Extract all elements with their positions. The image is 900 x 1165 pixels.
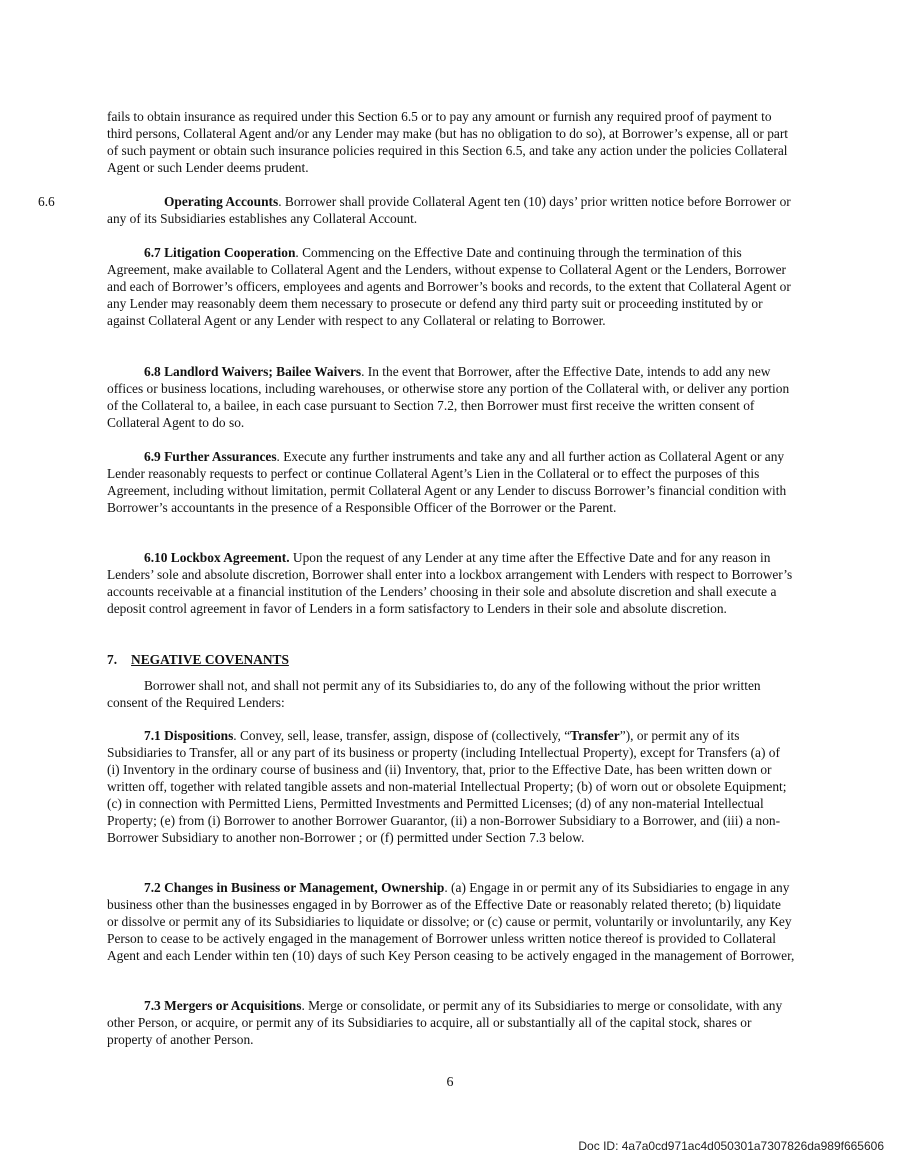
section-6-10-text: Upon the request of any Lender at any time after the Effective Date and for any reason in Lenders’ sole and absolute discretion, Borrower shall enter into a lockbox arrangement with Lenders with respect to Borrower’s accounts receivable at a financial institution of the Lenders’ choosing in their sole and absolute discretion and shall execute a deposit control agreement in favor of Lenders in a form satisfactory to Lenders in their sole and absolute discretion. xyxy=(107,550,793,616)
intro-paragraph: fails to obtain insurance as required under this Section 6.5 or to pay any amount or furnish any required proof of payment to third persons, Collateral Agent and/or any Lender may make (but has no obligation to do so), at Borrower’s expense, all or part of such payment or obtain such insurance policies required in this Section 6.5, and take any action under the policies Collateral Agent or such Lender deems prudent. xyxy=(107,109,789,175)
section-7-number: 7. xyxy=(107,652,118,667)
section-7-intro: Borrower shall not, and shall not permit any of its Subsidiaries to, do any of the following without the prior written consent of the Required Lenders: xyxy=(107,678,761,710)
section-6-10 xyxy=(107,549,795,617)
section-7-1-text-b: ”), or permit any of its Subsidiaries to Transfer, all or any part of its business or property (including Intellectual Property), except for Transfers (a) of (i) Inventory in the ordinary course of business and (ii) Inventory, that, prior to the Effective Date, has been written down or written off, together with related tangible assets and non-material Intellectual Property; (b) of worn out or obsolete Equipment; (c) in connection with Permitted Liens, Permitted Investments and Permitted Licenses; (d) of any non-material Intellectual Property; (e) from (i) Borrower to another Borrower Guarantor, (ii) a non-Borrower Subsidiary to a Borrower, and (iii) a non-Borrower Subsidiary to another non-Borrower ; or (f) permitted under Section 7.3 below. xyxy=(107,728,787,845)
section-6-8 xyxy=(107,363,795,431)
section-6-8-text: . In the event that Borrower, after the Effective Date, intends to add any new offices or business locations, including warehouses, or otherwise store any portion of the Collateral with, or deliver any portion of the Collateral to, a bailee, in each case pursuant to Section 7.2, then Borrower must first receive the written consent of Collateral Agent to do so. xyxy=(107,364,790,430)
section-6-7 xyxy=(107,244,795,329)
section-7-3-text: . Merge or consolidate, or permit any of its Subsidiaries to merge or consolidate, with any other Person, or acquire, or permit any of its Subsidiaries to acquire, all or substantially all of the capital stock, shares or property of another Person. xyxy=(107,998,783,1047)
section-7-3 xyxy=(107,997,795,1048)
section-6-6-title: Operating Accounts xyxy=(164,194,279,209)
section-7-3-title: 7.3 Mergers or Acquisitions xyxy=(144,998,302,1013)
section-7-heading xyxy=(107,651,289,668)
doc-id: Doc ID: 4a7a0cd971ac4d050301a7307826da989f665606 xyxy=(578,1139,884,1153)
section-6-9 xyxy=(107,448,795,516)
section-6-10-title: 6.10 Lockbox Agreement. xyxy=(144,550,290,565)
section-6-7-title: 6.7 Litigation Cooperation xyxy=(144,245,296,260)
section-6-6-number: 6.6 xyxy=(38,194,55,209)
section-7-1-text-a: . Convey, sell, lease, transfer, assign, dispose of (collectively, “ xyxy=(233,728,571,743)
section-6-9-text: . Execute any further instruments and take any and all further action as Collateral Agent or any Lender reasonably requests to perfect or continue Collateral Agent’s Lien in the Collateral or to effect the purposes of this Agreement, including without limitation, permit Collateral Agent or any Lender to discuss Borrower’s financial condition with Borrower’s accountants in the presence of a Responsible Officer of the Borrower or the Parent. xyxy=(107,449,787,515)
section-7-2-title: 7.2 Changes in Business or Management, Ownership xyxy=(144,880,445,895)
section-6-9-title: 6.9 Further Assurances xyxy=(144,449,277,464)
page-number: 6 xyxy=(446,1075,454,1090)
section-7-1-term: Transfer xyxy=(570,728,620,743)
section-7-title: NEGATIVE COVENANTS xyxy=(131,652,289,667)
section-6-6 xyxy=(107,193,795,227)
section-7-2-text: . (a) Engage in or permit any of its Subsidiaries to engage in any business other than the businesses engaged in by Borrower as of the Effective Date or reasonably related thereto; (b) liquidate or dissolve or permit any of its Subsidiaries to liquidate or dissolve; or (c) cause or permit, voluntarily or involuntarily, any Key Person to cease to be actively engaged in the management of Borrower unless written notice thereof is provided to Collateral Agent and each Lender within ten (10) days of such Key Person ceasing to be actively engaged in the management of Borrower, xyxy=(107,880,795,963)
section-7-1-title: 7.1 Dispositions xyxy=(144,728,234,743)
section-6-8-title: 6.8 Landlord Waivers; Bailee Waivers xyxy=(144,364,362,379)
section-7-2 xyxy=(107,879,795,964)
section-7-1 xyxy=(107,727,795,846)
section-6-6-text: . Borrower shall provide Collateral Agent ten (10) days’ prior written notice before Borrower or any of its Subsidiaries establishes any Collateral Account. xyxy=(107,194,791,226)
section-6-7-text: . Commencing on the Effective Date and continuing through the termination of this Agreement, make available to Collateral Agent and the Lenders, without expense to Collateral Agent or the Lenders, Borrower and each of Borrower’s officers, employees and agents and Borrower’s books and records, to the extent that Collateral Agent or any Lender may reasonably deem them necessary to prosecute or defend any third party suit or proceeding instituted by or against Collateral Agent or any Lender with respect to any Collateral or relating to Borrower. xyxy=(107,245,791,328)
